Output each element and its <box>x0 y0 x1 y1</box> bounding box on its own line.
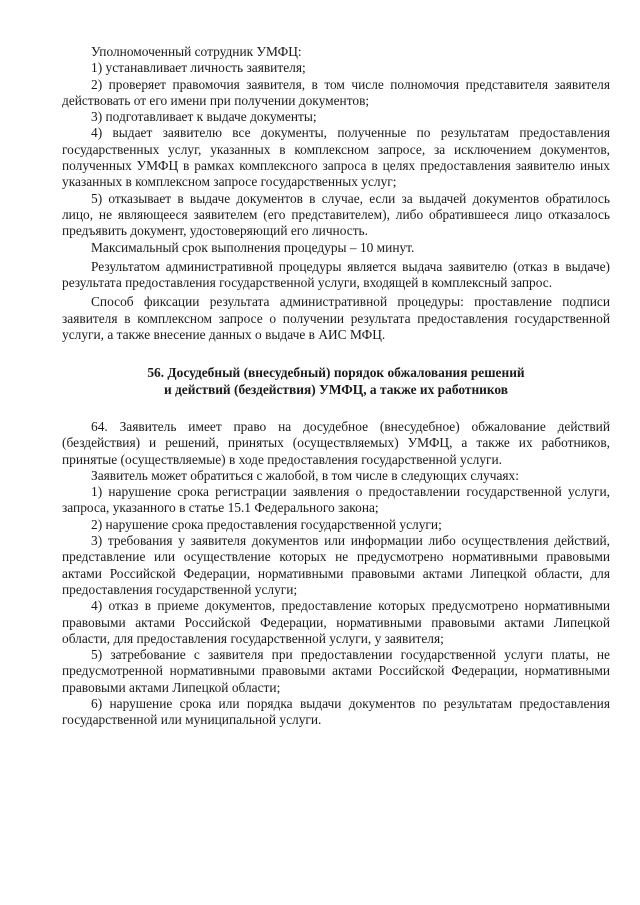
list-item: 4) выдает заявителю все документы, полученные по результатам предоставления государственных услуг, указанных в комплексном запросе, за исключением документов, полученных УМФЦ в рамках комплексного запроса в целях предоставления заявителю иных указанных в комплексном запросе государственных услуг; <box>62 125 610 190</box>
list-item: 5) отказывает в выдаче документов в случае, если за выдачей документов обратилось лицо, не являющееся заявителем (его представителем), либо обратившееся лицо отказалось предъявить документ, удостоверяющий его личность. <box>62 190 610 239</box>
section-heading <box>62 365 610 398</box>
list-item: 1) нарушение срока регистрации заявления о предоставлении государственной услуги, запроса, указанного в статье 15.1 Федерального закона; <box>62 484 610 516</box>
section-heading-line-2: и действий (бездействия) УМФЦ, а также их работников <box>163 381 509 397</box>
officer-paragraph: Уполномоченный сотрудник УМФЦ: <box>91 44 302 59</box>
list-item: 6) нарушение срока или порядка выдачи документов по результатам предоставления государственной или муниципальной услуги. <box>62 695 610 728</box>
list-item: 4) отказ в приеме документов, предоставление которых предусмотрено нормативными правовыми актами Российской Федерации, нормативными правовыми актами Липецкой области, для предоставления государственной услуги, у заявителя; <box>62 598 610 646</box>
result-paragraph: Результатом административной процедуры является выдача заявителю (отказ в выдаче) результата предоставления государственной услуги, входящей в комплексный запрос. <box>62 258 610 291</box>
fixation-paragraph: Способ фиксации результата административной процедуры: проставление подписи заявителя в комплексном запросе о получении результата предоставления государственной услуги, а также внесение данных о выдаче в АИС МФЦ. <box>62 294 610 343</box>
list-item: 3) требования у заявителя документов или информации либо осуществления действий, представление или осуществление которых не предусмотрено нормативными правовыми актами Российской Федерации, нормативными правовыми актами Липецкой области, для предоставления государственной услуги; <box>62 533 610 597</box>
section-heading-line-1: 56. Досудебный (внесудебный) порядок обжалования решений <box>147 365 525 381</box>
cases-intro-paragraph: Заявитель может обратиться с жалобой, в том числе в следующих случаях: <box>91 467 519 483</box>
appeal-right-paragraph: 64. Заявитель имеет право на досудебное (внесудебное) обжалование действий (бездействия) и решений, принятых (осуществляемых) УМФЦ, а также их работников, принятые (осуществляемые) в ходе предоставления государственной услуги. <box>62 418 610 467</box>
list-item: 5) затребование с заявителя при предоставлении государственной услуги платы, не предусмотренной нормативными правовыми актами Российской Федерации, нормативными правовыми актами Липецкой области; <box>62 647 610 695</box>
list-item: 3) подготавливает к выдаче документы; <box>91 109 317 125</box>
list-item: 2) проверяет правомочия заявителя, в том числе полномочия представителя заявителя действовать от его имени при получении документов; <box>62 76 610 108</box>
list-item: 2) нарушение срока предоставления государственной услуги; <box>91 516 442 532</box>
document-page <box>62 44 610 729</box>
max-time-paragraph: Максимальный срок выполнения процедуры – 10 минут. <box>91 239 415 255</box>
list-item: 1) устанавливает личность заявителя; <box>91 60 306 76</box>
